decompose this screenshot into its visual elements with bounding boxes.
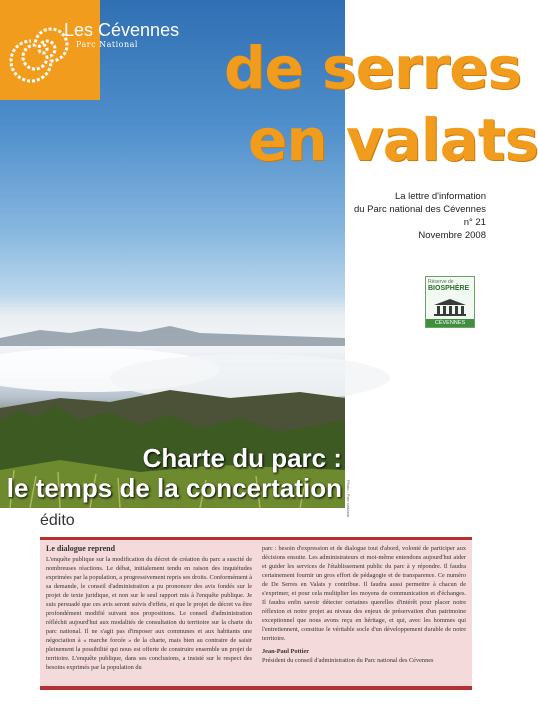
badge-top: Réserve de xyxy=(428,279,454,285)
unesco-temple-icon xyxy=(432,297,468,317)
brand-subtitle: Parc National xyxy=(76,40,138,49)
headline-line2: le temps de la concertation xyxy=(6,473,342,503)
masthead-title-line1: de serres xyxy=(224,34,521,102)
subtitle-line1: La lettre d'information xyxy=(394,191,486,202)
edito-text-2: parc : besoin d'expression et de dialogue tout d'abord, volonté de participer aux décisions ensuite. Les administrateurs et moi-même entendons aujourd'hui aider et guider les services de l'établissement public du parc à y répondre. Il faudra certainement fournir un gros effort de pédagogie et de transparence. Ce numéro de De Serres en Valats y contribue. Il faudra aussi permettre à chacun de s'exprimer, et pour cela multiplier les moyens de communication et d'échanges. Il faudra enfin savoir détecter certaines querelles d'intérêt pour placer notre réflexion et notre projet au niveau des enjeux de préservation d'un patrimoine exceptionnel que nous avons reçu en héritage, et qui, avec les hommes qui l'entretiennent, constitue le véritable socle d'un développement durable de notre territoire. xyxy=(262,545,466,642)
brand-name: Les Cévennes xyxy=(64,20,180,40)
subtitle-line2: du Parc national des Cévennes xyxy=(353,204,486,215)
edito-heading: Le dialogue reprend xyxy=(46,544,116,553)
badge-bottom: CÉVENNES xyxy=(426,319,474,327)
edito-panel xyxy=(40,537,472,688)
edito-column-2 xyxy=(262,544,466,665)
masthead-subtitle xyxy=(354,190,486,242)
badge-middle: BIOSPHÈRE xyxy=(428,285,470,292)
issue-date: Novembre 2008 xyxy=(418,230,486,241)
masthead-title-line2: en valats xyxy=(248,106,538,174)
biosphere-badge xyxy=(425,276,475,328)
headline-line1: Charte du parc : xyxy=(142,443,342,473)
edito-bottom-rule xyxy=(40,686,472,690)
photo-credit: Photo : Parc national xyxy=(346,480,351,518)
edito-text-1: L'enquête publique sur la modification du décret de création du parc a suscité de nombreuses réactions. Le débat, initialement tendu en raison des inquiétudes exprimées par la population, a progressivement repris ses droits. Conformément à sa demande, le conseil d'administration a pu prononcer des avis fondés sur le projet de texte juridique, et non sur le seul rapport mis à l'enquête publique. Je suis persuadé que ces avis seront suivis d'effets, et que le projet de décret va être profondément modifié suivant nos propositions. Le conseil d'administration réfléchit aujourd'hui aux modalités de consultation du territoire sur la charte du parc national. Il ne s'agit pas d'imposer aux communes et aux habitants une négociation à « marche forcée » de la charte, mais bien au contraire de saisir pleinement la possibilité qui nous est offerte de construire ensemble un projet de territoire. L'enquête publique, dans ses conclusions, a insisté sur le respect des besoins exprimés par la population du xyxy=(46,556,252,671)
edito-column-1 xyxy=(46,544,252,672)
edito-label: édito xyxy=(40,512,75,529)
signature-name: Jean-Paul Pottier xyxy=(262,648,310,655)
park-logo-box[interactable] xyxy=(0,0,180,100)
cover-headline xyxy=(7,443,342,503)
signature-role: Président du conseil d'administration du Parc national des Cévennes xyxy=(262,657,434,664)
issue-number: n° 21 xyxy=(463,217,486,228)
